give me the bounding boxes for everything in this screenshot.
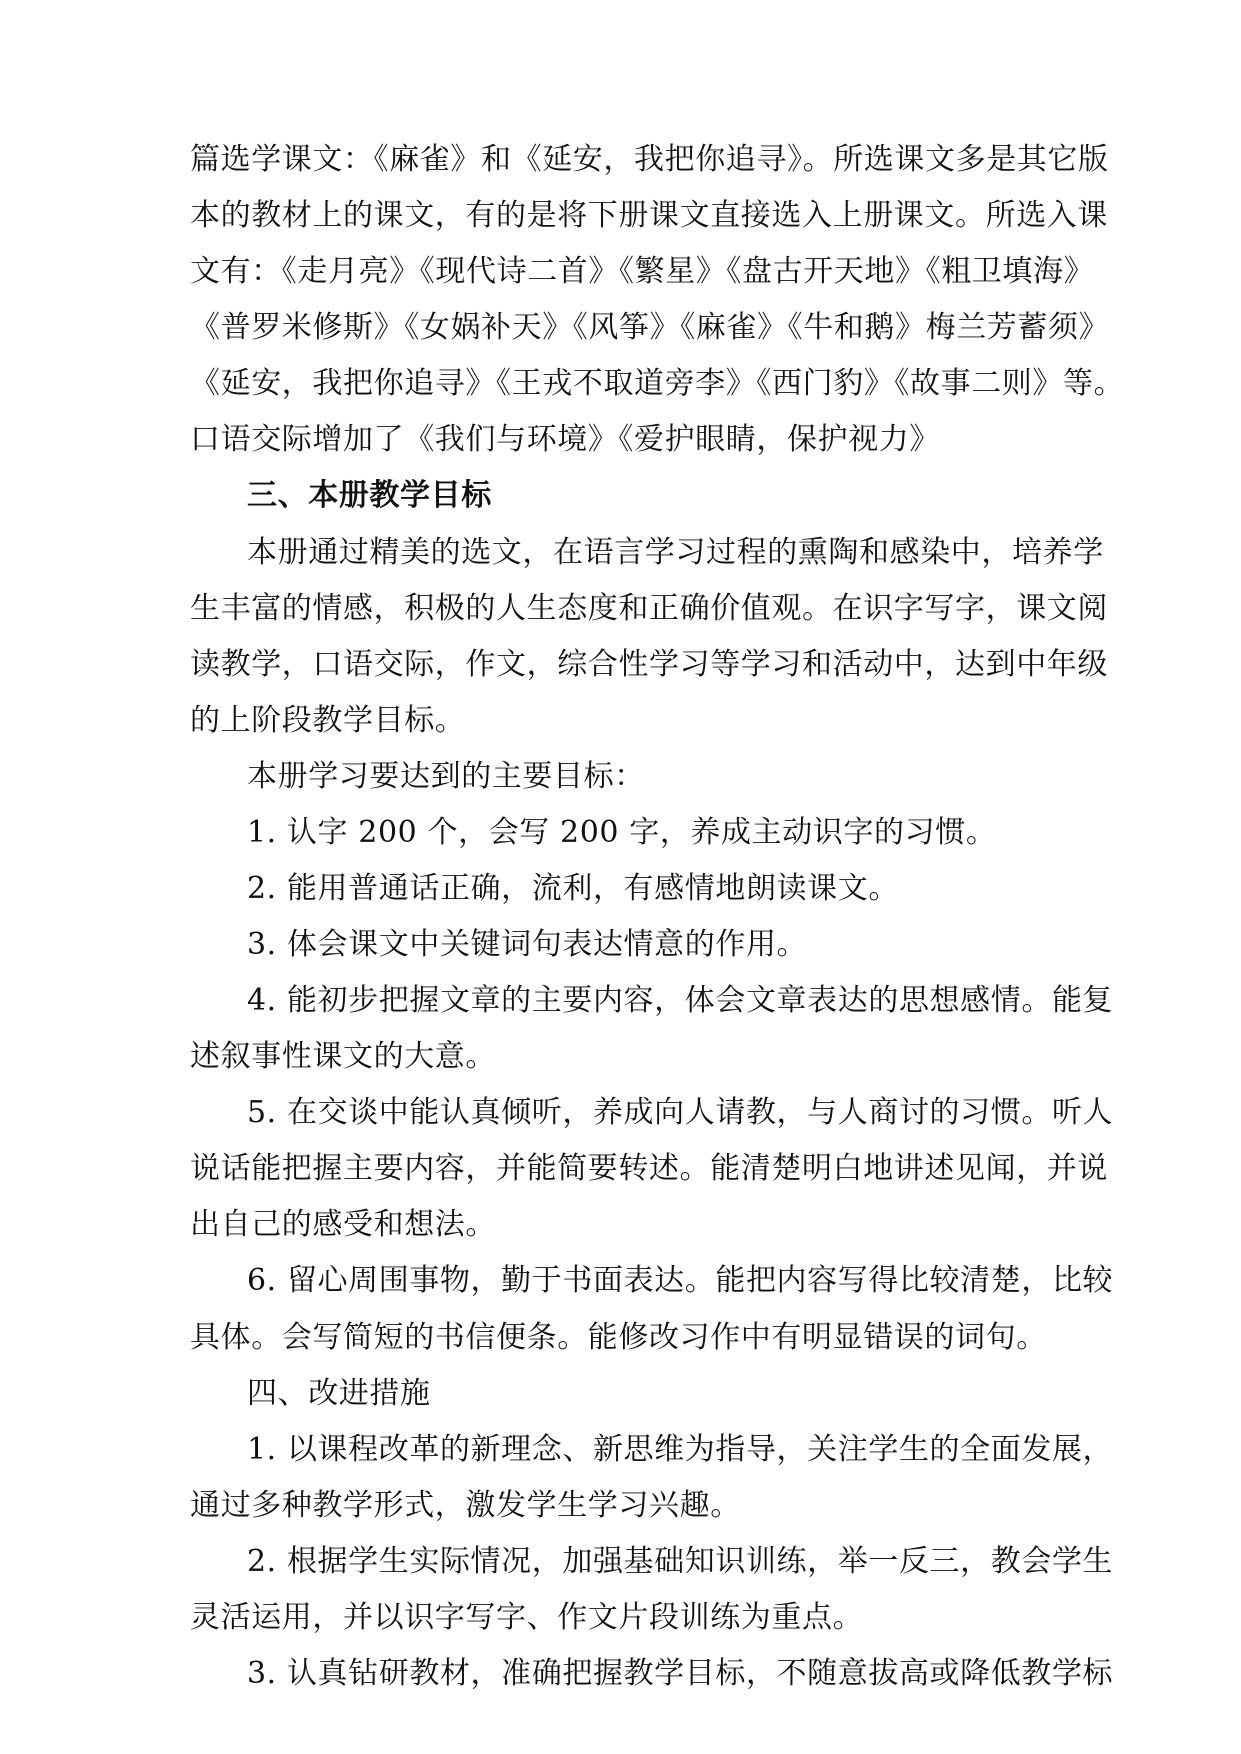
list-item: 1. 认字 200 个，会写 200 字，养成主动识字的习惯。 [247, 815, 997, 850]
text-line: 文有：《走月亮》《现代诗二首》《繁星》《盘古开天地》《粗卫填海》 [190, 254, 1095, 289]
text-line: 本册学习要达到的主要目标： [247, 759, 645, 794]
text-line: 《普罗米修斯》《女娲补天》《风筝》《麻雀》《牛和鹅》梅兰芳蓄须》 [190, 310, 1110, 345]
list-item: 1. 以课程改革的新理念、新思维为指导，关注学生的全面发展， [247, 1432, 1114, 1467]
text-line: 本册通过精美的选文，在语言学习过程的熏陶和感染中，培养学 [247, 535, 1104, 570]
text-line: 具体。会写简短的书信便条。能修改习作中有明显错误的词句。 [190, 1320, 1047, 1355]
list-item: 5. 在交谈中能认真倾听，养成向人请教，与人商讨的习惯。听人 [247, 1095, 1114, 1130]
list-item: 3. 认真钻研教材，准确把握教学目标，不随意拔高或降低教学标 [247, 1656, 1114, 1691]
text-line: 的上阶段教学目标。 [190, 703, 466, 738]
text-line: 说话能把握主要内容，并能简要转述。能清楚明白地讲述见闻，并说 [190, 1151, 1108, 1186]
list-item: 2. 根据学生实际情况，加强基础知识训练，举一反三，教会学生 [247, 1544, 1114, 1579]
text-line: 《延安，我把你追寻》《王戎不取道旁李》《西门豹》《故事二则》等。 [190, 366, 1125, 401]
section-heading: 四、改进措施 [247, 1376, 431, 1411]
text-line: 出自己的感受和想法。 [190, 1207, 496, 1242]
list-item: 3. 体会课文中关键词句表达情意的作用。 [247, 927, 808, 962]
text-line: 口语交际增加了《我们与环境》《爱护眼睛，保护视力》 [190, 422, 940, 457]
text-line: 灵活运用，并以识字写字、作文片段训练为重点。 [190, 1600, 864, 1635]
section-heading: 三、本册教学目标 [247, 478, 492, 513]
list-item: 2. 能用普通话正确，流利，有感情地朗读课文。 [247, 871, 899, 906]
text-line: 述叙事性课文的大意。 [190, 1039, 496, 1074]
list-item: 6. 留心周围事物，勤于书面表达。能把内容写得比较清楚，比较 [247, 1263, 1114, 1298]
text-line: 篇选学课文：《麻雀》和《延安，我把你追寻》。所选课文多是其它版 [190, 142, 1109, 177]
text-line: 生丰富的情感，积极的人生态度和正确价值观。在识字写字，课文阅 [190, 591, 1108, 626]
list-item: 4. 能初步把握文章的主要内容，体会文章表达的思想感情。能复 [247, 983, 1114, 1018]
text-line: 本的教材上的课文，有的是将下册课文直接选入上册课文。所选入课 [190, 198, 1108, 233]
text-line: 通过多种教学形式，激发学生学习兴趣。 [190, 1488, 741, 1523]
text-line: 读教学，口语交际，作文，综合性学习等学习和活动中，达到中年级 [190, 647, 1108, 682]
